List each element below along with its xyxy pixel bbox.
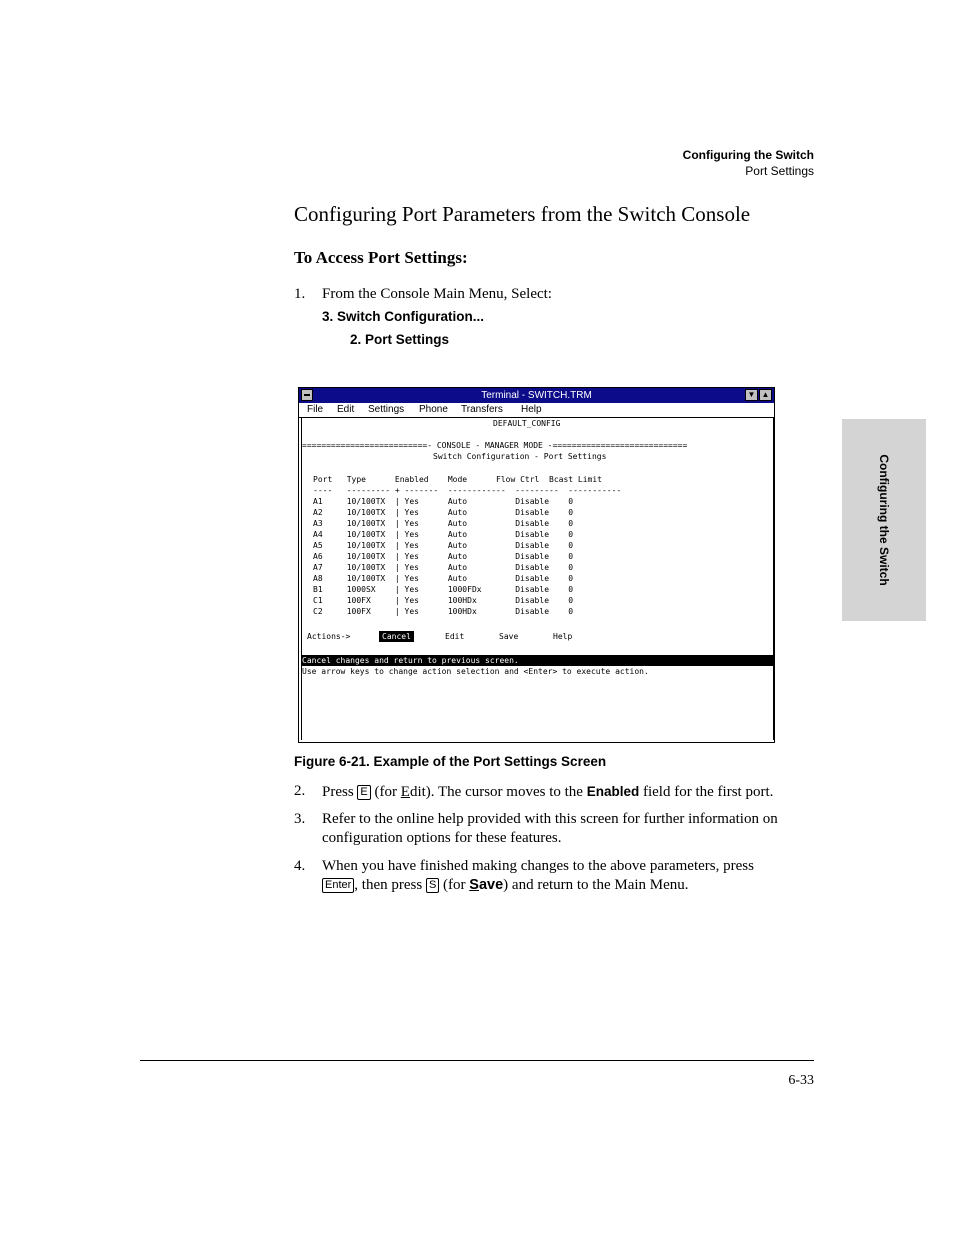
table-row[interactable]: A6 10/100TX | Yes Auto Disable 0 <box>313 552 574 561</box>
config-name: DEFAULT_CONFIG <box>493 419 561 428</box>
table-header: Port Type Enabled Mode Flow Ctrl Bcast Limit <box>313 475 602 484</box>
chapter-side-tab-label: Configuring the Switch <box>877 454 891 586</box>
table-row[interactable]: B1 1000SX | Yes 1000FDx Disable 0 <box>313 585 574 594</box>
section-heading: Configuring Port Parameters from the Switch Console <box>294 202 751 226</box>
step-2-text: Press E (for Edit). The cursor moves to the Enabled field for the first port. <box>322 784 774 800</box>
terminal-screen <box>301 418 774 740</box>
help-action[interactable]: Help <box>553 632 573 641</box>
menu-path-port-settings: 2. Port Settings <box>350 332 450 347</box>
table-row[interactable]: A1 10/100TX | Yes Auto Disable 0 <box>313 497 574 506</box>
step-2-number: 2. <box>294 783 306 799</box>
menu-file[interactable]: File <box>307 404 324 415</box>
menu-help[interactable]: Help <box>521 404 542 415</box>
maximize-icon[interactable]: ▲ <box>759 389 772 401</box>
table-row[interactable]: C2 100FX | Yes 100HDx Disable 0 <box>313 607 574 616</box>
help-line: Use arrow keys to change action selection and <Enter> to execute action. <box>302 667 649 676</box>
table-row[interactable]: A4 10/100TX | Yes Auto Disable 0 <box>313 530 574 539</box>
table-row[interactable]: A2 10/100TX | Yes Auto Disable 0 <box>313 508 574 517</box>
chapter-side-tab <box>842 419 926 621</box>
step-1-text: From the Console Main Menu, Select: <box>322 286 552 302</box>
s-key-icon: S <box>426 878 439 893</box>
save-action[interactable]: Save <box>499 632 519 641</box>
page-number: 6-33 <box>788 1073 814 1088</box>
enter-key-icon: Enter <box>322 878 354 893</box>
table-row[interactable]: A8 10/100TX | Yes Auto Disable 0 <box>313 574 574 583</box>
figure-caption: Figure 6-21. Example of the Port Settings Screen <box>294 754 607 769</box>
table-row[interactable]: A3 10/100TX | Yes Auto Disable 0 <box>313 519 574 528</box>
table-header-rule: ---- --------- + ------- ------------ --------- ----------- <box>313 486 622 495</box>
system-menu-icon[interactable] <box>301 389 313 401</box>
menu-phone[interactable]: Phone <box>419 404 448 415</box>
table-row[interactable]: A7 10/100TX | Yes Auto Disable 0 <box>313 563 574 572</box>
mode-line: ==========================- CONSOLE - MANAGER MODE -============================ <box>302 441 688 450</box>
terminal-title: Terminal - SWITCH.TRM <box>481 390 592 401</box>
step-4-number: 4. <box>294 858 306 874</box>
menu-path-switch-configuration: 3. Switch Configuration... <box>322 309 484 324</box>
minimize-icon[interactable]: ▼ <box>745 389 758 401</box>
e-key-icon: E <box>357 785 370 800</box>
step-3-text: Refer to the online help provided with this screen for further information on configuration options for these features. <box>322 811 778 846</box>
subsection-heading: To Access Port Settings: <box>294 248 468 267</box>
table-row[interactable]: C1 100FX | Yes 100HDx Disable 0 <box>313 596 574 605</box>
terminal-menubar <box>299 403 774 418</box>
menu-settings[interactable]: Settings <box>368 404 405 415</box>
running-header-title: Configuring the Switch <box>682 148 814 162</box>
terminal-window <box>298 387 775 743</box>
actions-label: Actions-> <box>307 632 351 641</box>
menu-edit[interactable]: Edit <box>337 404 355 415</box>
footer-rule <box>140 1060 814 1061</box>
terminal-titlebar <box>299 388 774 403</box>
step-4-text: When you have finished making changes to the above parameters, press Enter , then press S (for Save) and return to the Main Menu. <box>322 858 754 893</box>
step-3-number: 3. <box>294 811 306 827</box>
status-line: Cancel changes and return to previous screen. <box>302 655 773 666</box>
enabled-field-name: Enabled <box>586 784 640 799</box>
running-header-subtitle: Port Settings <box>745 164 814 178</box>
cancel-action[interactable]: Cancel <box>379 631 414 642</box>
table-row[interactable]: A5 10/100TX | Yes Auto Disable 0 <box>313 541 574 550</box>
step-1-number: 1. <box>294 286 306 302</box>
screen-title: Switch Configuration - Port Settings <box>433 452 607 461</box>
edit-action[interactable]: Edit <box>445 632 465 641</box>
menu-transfers[interactable]: Transfers <box>461 404 503 415</box>
